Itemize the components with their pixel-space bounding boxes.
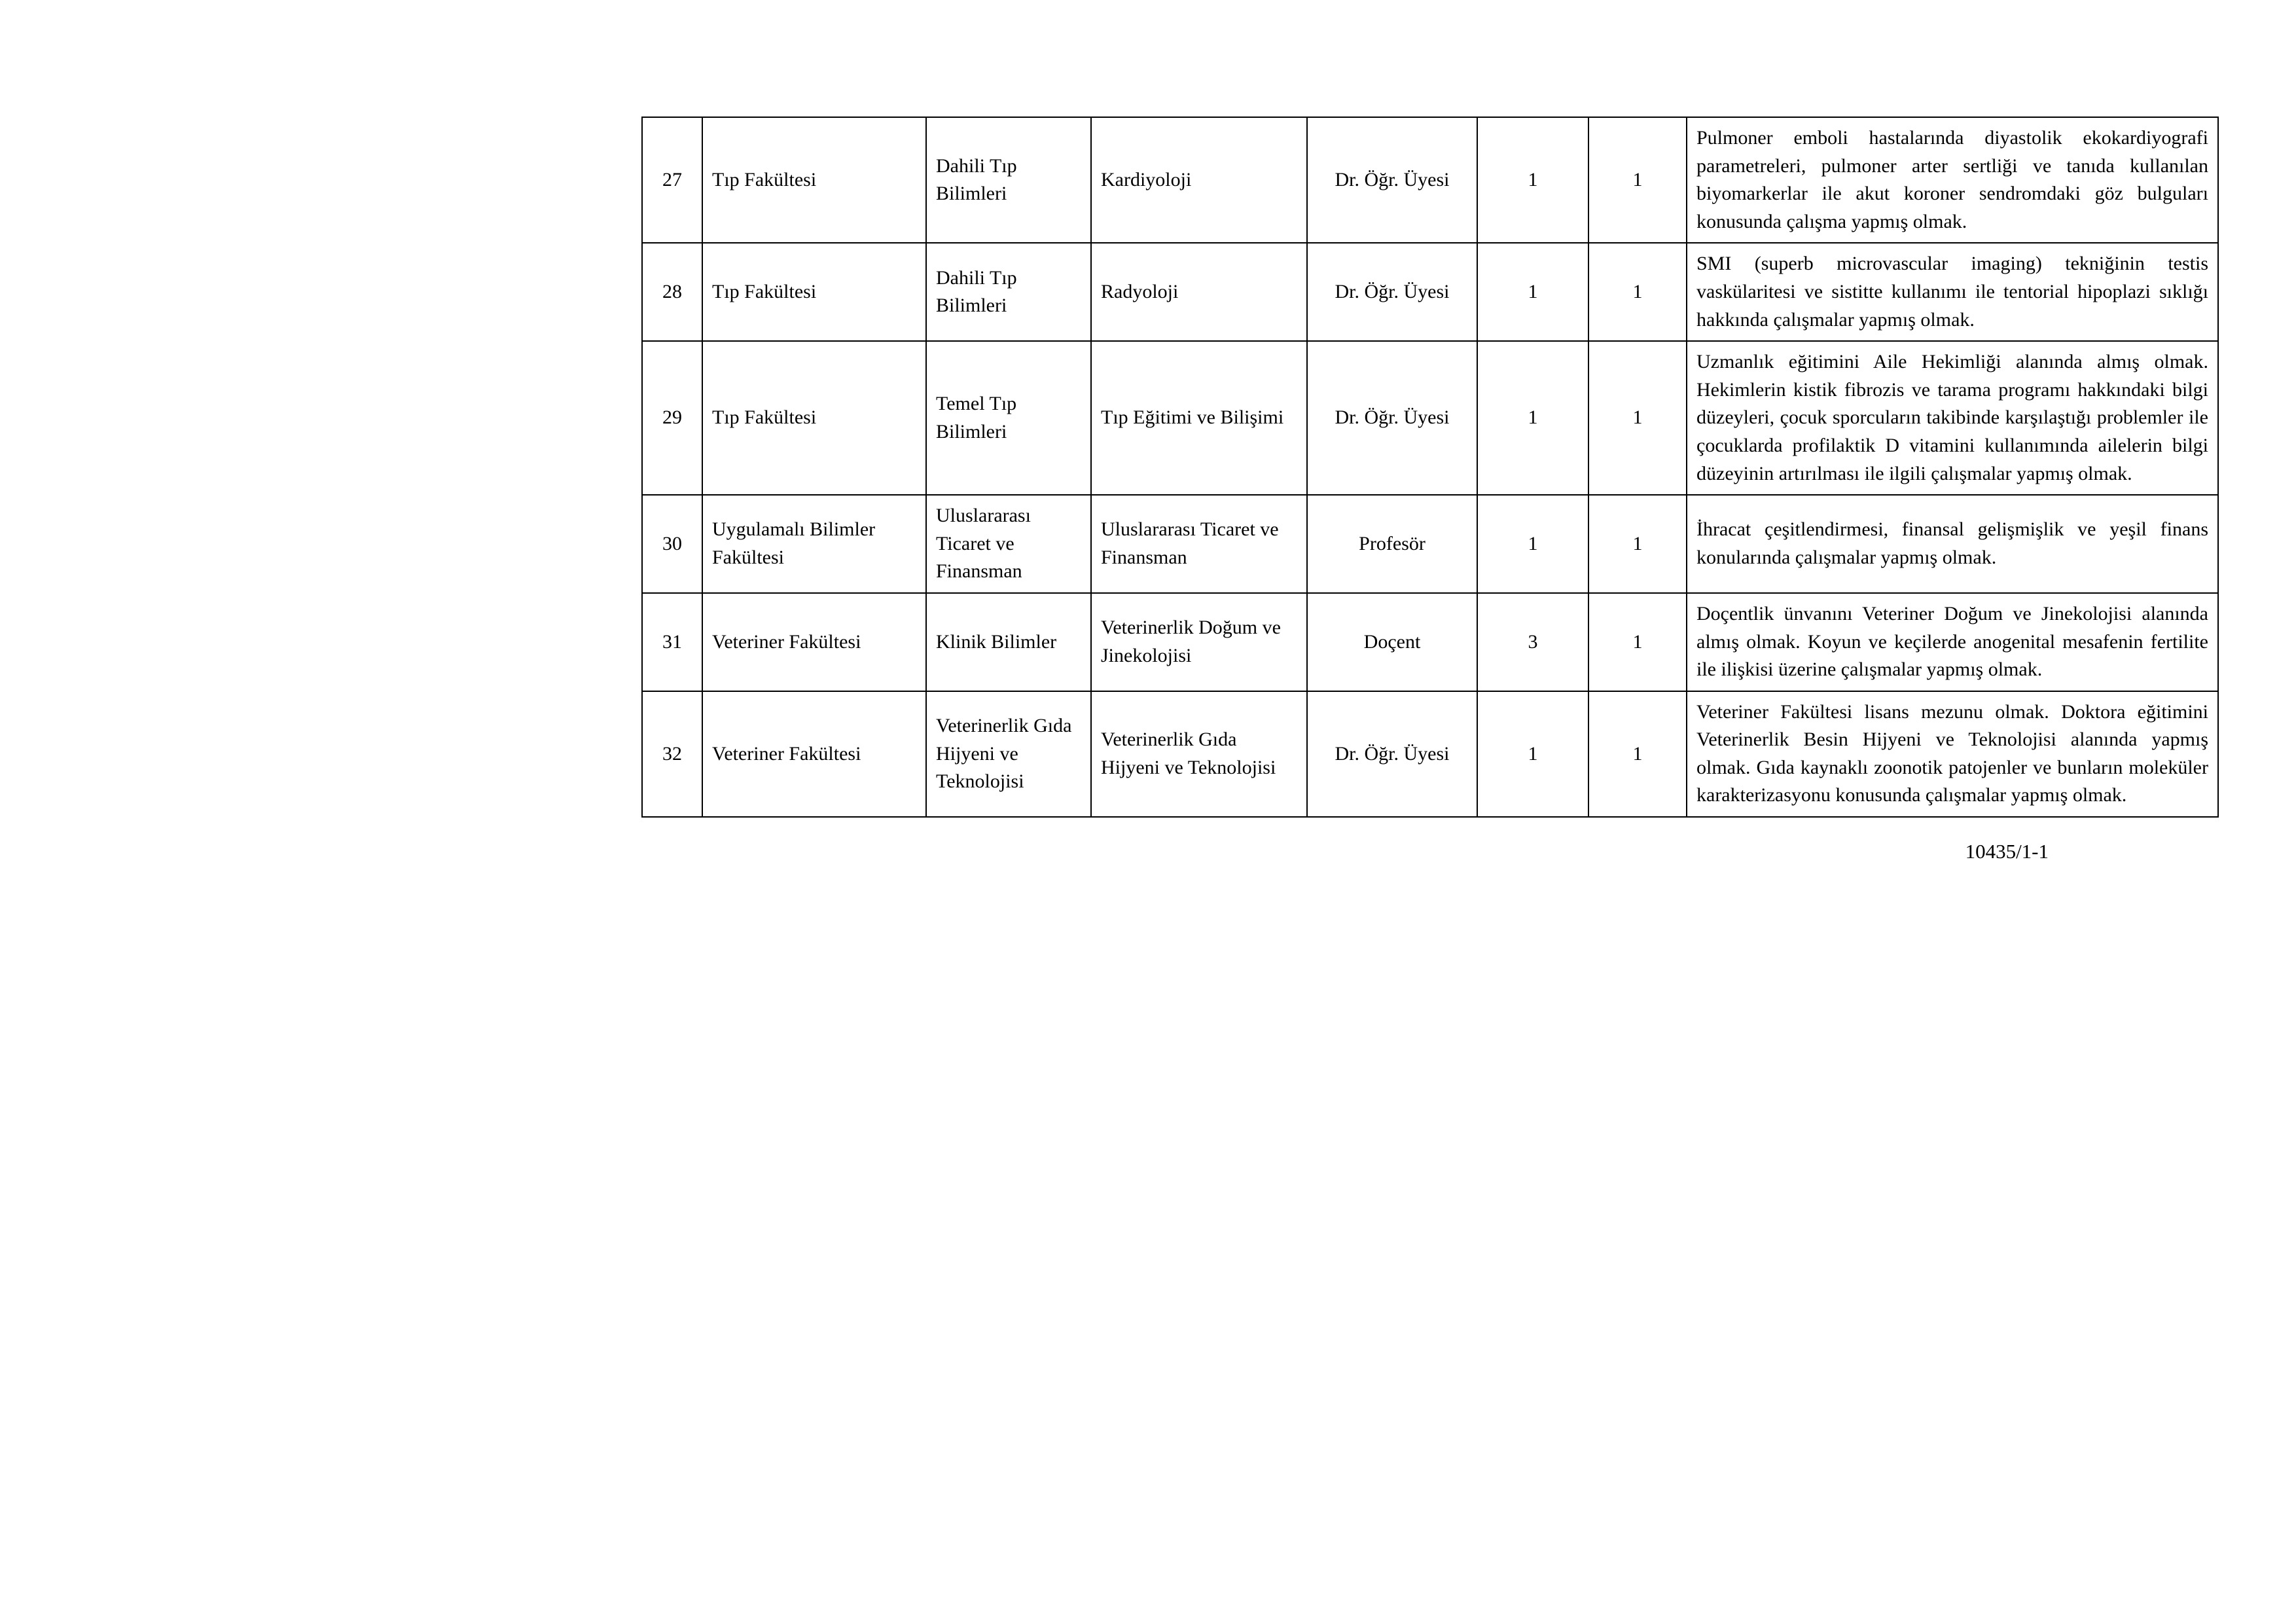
row-faculty: Tıp Fakültesi (702, 243, 926, 341)
row-program: Kardiyoloji (1091, 117, 1307, 243)
row-number: 30 (642, 495, 702, 593)
row-title: Dr. Öğr. Üyesi (1307, 117, 1477, 243)
table-row (642, 691, 2218, 817)
row-program: Tıp Eğitimi ve Bilişimi (1091, 341, 1307, 495)
row-title: Dr. Öğr. Üyesi (1307, 243, 1477, 341)
row-department: Dahili Tıp Bilimleri (926, 117, 1091, 243)
row-faculty: Uygulamalı Bilimler Fakültesi (702, 495, 926, 593)
row-degree: 1 (1588, 243, 1687, 341)
row-faculty: Veteriner Fakültesi (702, 593, 926, 691)
row-program: Veterinerlik Doğum ve Jinekolojisi (1091, 593, 1307, 691)
row-department: Dahili Tıp Bilimleri (926, 243, 1091, 341)
row-number: 27 (642, 117, 702, 243)
row-department: Veterinerlik Gıda Hijyeni ve Teknolojisi (926, 691, 1091, 817)
row-degree: 1 (1588, 117, 1687, 243)
row-description: Pulmoner emboli hastalarında diyastolik ekokardiyografi parametreleri, pulmoner arter sertliği ve tanıda kullanılan biyomarkerlar ile akut koroner sendromdaki göz bulguları konusunda çalışma yapmış olmak. (1687, 117, 2218, 243)
row-count: 3 (1477, 593, 1588, 691)
academic-positions-table (641, 117, 2219, 818)
row-description: Doçentlik ünvanını Veteriner Doğum ve Jinekolojisi alanında almış olmak. Koyun ve keçilerde anogenital mesafenin fertilite ile ilişkisi üzerine çalışmalar yapmış olmak. (1687, 593, 2218, 691)
row-program: Radyoloji (1091, 243, 1307, 341)
row-program: Veterinerlik Gıda Hijyeni ve Teknolojisi (1091, 691, 1307, 817)
table-row (642, 593, 2218, 691)
row-faculty: Tıp Fakültesi (702, 117, 926, 243)
table-row (642, 341, 2218, 495)
row-program: Uluslararası Ticaret ve Finansman (1091, 495, 1307, 593)
row-department: Uluslararası Ticaret ve Finansman (926, 495, 1091, 593)
row-title: Doçent (1307, 593, 1477, 691)
row-count: 1 (1477, 495, 1588, 593)
row-count: 1 (1477, 117, 1588, 243)
table-row (642, 117, 2218, 243)
row-description: İhracat çeşitlendirmesi, finansal gelişmişlik ve yeşil finans konularında çalışmalar yapmış olmak. (1687, 495, 2218, 593)
row-count: 1 (1477, 341, 1588, 495)
row-faculty: Veteriner Fakültesi (702, 691, 926, 817)
row-degree: 1 (1588, 691, 1687, 817)
document-reference-code: 10435/1-1 (1965, 840, 2049, 863)
row-count: 1 (1477, 691, 1588, 817)
row-title: Dr. Öğr. Üyesi (1307, 341, 1477, 495)
row-number: 31 (642, 593, 702, 691)
row-number: 29 (642, 341, 702, 495)
row-degree: 1 (1588, 495, 1687, 593)
row-title: Dr. Öğr. Üyesi (1307, 691, 1477, 817)
row-description: SMI (superb microvascular imaging) tekniğinin testis vaskülaritesi ve sistitte kullanımı ile tentorial hipoplazi sıklığı hakkında çalışmalar yapmış olmak. (1687, 243, 2218, 341)
row-description: Veteriner Fakültesi lisans mezunu olmak. Doktora eğitimini Veterinerlik Besin Hijyeni ve Teknolojisi alanında yapmış olmak. Gıda kaynaklı zoonotik patojenler ve bunların moleküler karakterizasyonu konusunda çalışmalar yapmış olmak. (1687, 691, 2218, 817)
row-faculty: Tıp Fakültesi (702, 341, 926, 495)
row-department: Temel Tıp Bilimleri (926, 341, 1091, 495)
row-description: Uzmanlık eğitimini Aile Hekimliği alanında almış olmak. Hekimlerin kistik fibrozis ve tarama programı hakkındaki bilgi düzeyleri, çocuk sporcuların takibinde karşılaştığı problemler ile çocuklarda profilaktik D vitamini kullanımında ailelerin bilgi düzeyinin artırılması ile ilgili çalışmalar yapmış olmak. (1687, 341, 2218, 495)
row-number: 28 (642, 243, 702, 341)
table-body (642, 117, 2218, 817)
row-title: Profesör (1307, 495, 1477, 593)
table-row (642, 495, 2218, 593)
table-row (642, 243, 2218, 341)
row-degree: 1 (1588, 593, 1687, 691)
row-department: Klinik Bilimler (926, 593, 1091, 691)
row-degree: 1 (1588, 341, 1687, 495)
row-number: 32 (642, 691, 702, 817)
row-count: 1 (1477, 243, 1588, 341)
